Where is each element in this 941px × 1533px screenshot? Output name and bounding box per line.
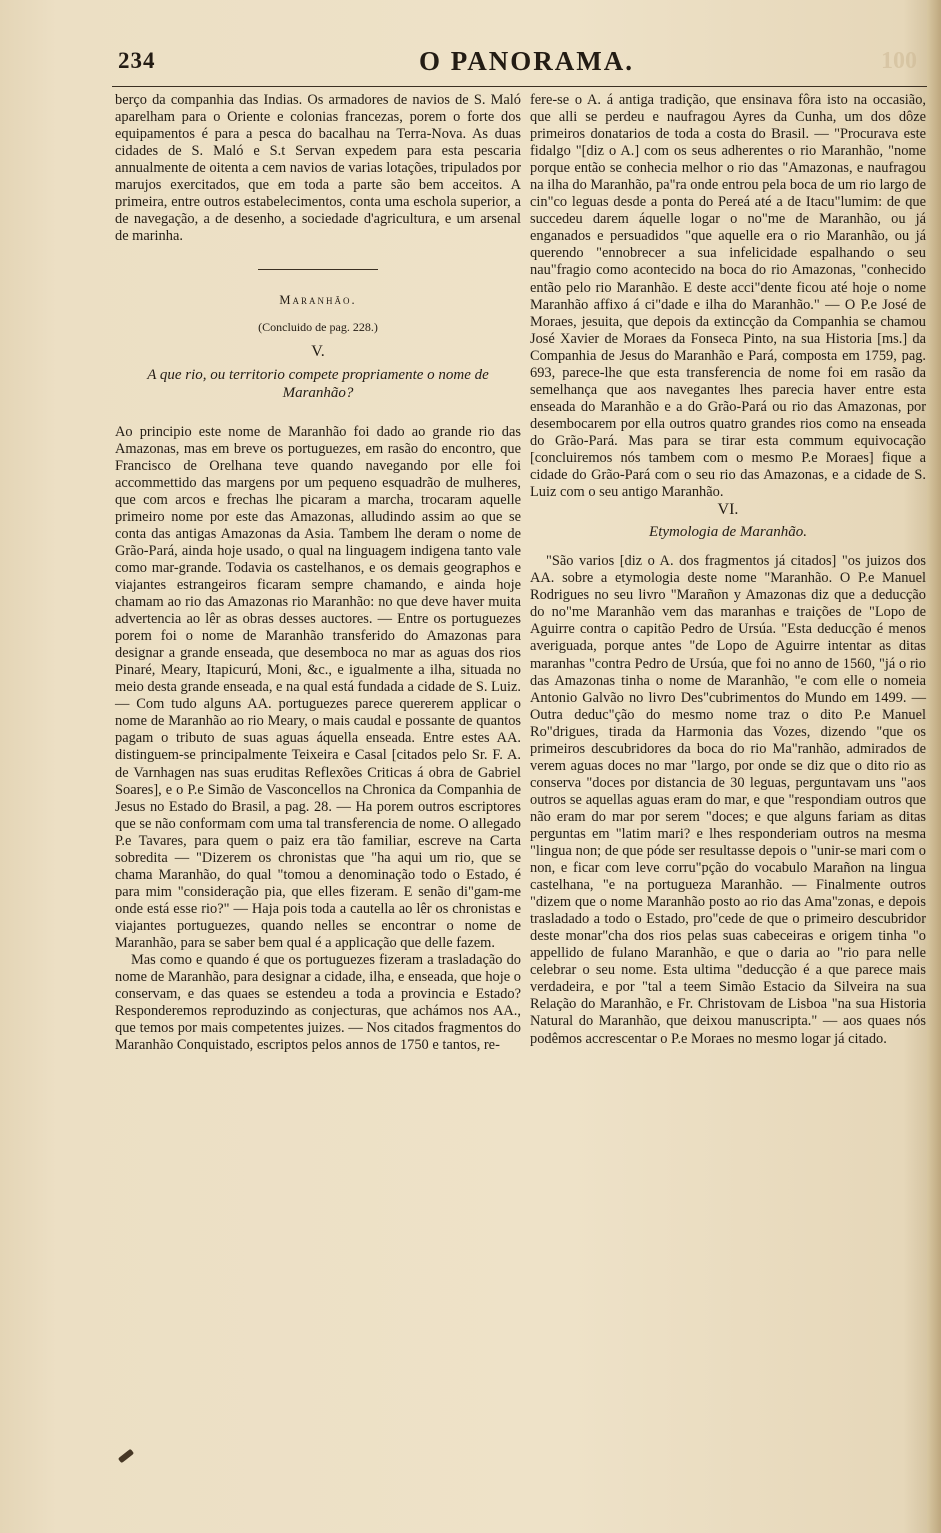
ink-mark — [118, 1449, 134, 1464]
chapter-question: A que rio, ou territorio compete propriamente o nome de Maranhão? — [147, 366, 489, 401]
chapter-numeral-vi: VI. — [717, 501, 739, 519]
chapter-heading-etymology: Etymologia de Maranhão. — [649, 524, 807, 541]
section-separator — [258, 269, 378, 270]
journal-title-wrap — [0, 46, 941, 77]
body-paragraph-1: Ao principio este nome de Maranhão foi dado ao grande rio das Amazonas, mas em breve os portuguezes, em rasão do encontro, que Francisco de Orelhana teve quando navegando por elle foi accommettido das margens por um pequeno esquadrão de mulheres, que com arcos e frechas lhe picaram a marcha, trocaram aquelle primeiro nome por este das Amazonas, alludindo assim ao que se conta das antigas Amazonas da Asia. Tambem lhe deram o nome de Grão-Pará, ainda hoje usado, o qual na linguagem indigena tanto vale como mar-grande. Todavia os castelhanos, e os demais geographos e viajantes estrangeiros ficaram sempre chamando, e ainda hoje chamam ao rio das Amazonas rio Maranhão: no que deve haver muita advertencia ao lêr as obras desses auctores. — Entre os portuguezes porem foi o nome de Maranhão transferido do Amazonas para designar a grande enseada, que desemboca no mar as aguas dos rios Pinaré, Meary, Itapicurú, Moni, &c., e igualmente a ilha, situada no meio desta grande enseada, e na qual está fundada a cidade de S. Luiz. — Com tudo alguns AA. portuguezes parece quererem applicar o nome de Maranhão ao rio Meary, o mais caudal e possante de quantos pagam o tributo de suas aguas áquella enseada. Entre estes AA. distinguem-se principalmente Teixeira e Casal [citados pelo Sr. F. A. de Varnhagen nas suas eruditas Reflexões Criticas á obra de Gabriel Soares], e o P.e Simão de Vasconcellos na Chronica da Companhia de Jesus no Estado do Brasil, a pag. 28. — Ha porem outros escriptores que se não conformam com uma tal transferencia de nome. O allegado P.e Tavares, para quem o paiz era tão familiar, escreve na Carta sobredita — "Dizerem os chronistas que "ha aqui um rio, que se chama Maranhão, do qual "tomou a denominação todo o Estado, é para mim "consideração pia, que elles fizeram. E senão di"gam-me onde está esse rio?" — Haja pois toda a cautella ao lêr os chronistas e viajantes portuguezes, quando nelles se encontrar o nome de Maranhão, para se saber bem qual é a applicação que delle fazem. — [115, 423, 521, 951]
section-note: (Concluido de pag. 228.) — [258, 320, 378, 335]
chapter-numeral-v: V. — [311, 342, 325, 360]
page-header — [0, 40, 941, 90]
bleed-through-number: 100 — [881, 48, 917, 74]
journal-title: O PANORAMA. — [419, 46, 634, 76]
body-paragraph-2: Mas como e quando é que os portuguezes fizeram a trasladação do nome de Maranhão, para designar a cidade, ilha, e enseada, que hoje o conservam, e das quaes se estendeu a toda a provincia e Estado? Responderemos reproduzindo as conjecturas, que achámos nos AA., que temos por mais competentes juizes. — Nos citados fragmentos do Maranhão Conquistado, escriptos pelos annos de 1750 e tantos, re- — [115, 952, 521, 1054]
right-paragraph-1: fere-se o A. á antiga tradição, que ensinava fôra isto na occasião, que alli se perdeu e naufragou Ayres da Cunha, um dos dôze primeiros donatarios de toda a costa do Brasil. — "Procurava este fidalgo "[diz o A.] com os seus adherentes o rio Maranhão, "nome porque então se conhecia melhor o rio das "Amazonas, e naufragou na ilha do Maranhão, pa"ra onde entrou pela boca de um rio largo de cin"co leguas desde a ponta do Pereá até a de Itacu"lumim: de que succedeu darem áquelle logar o no"me de Maranhão, ou já enganados e persuadidos "que aquelle era o rio Maranhão, ou já querendo "ennobrecer a sua infelicidade espalhando o seu nau"fragio como acontecido na boca do rio Amazonas, "conhecido então pelo rio Maranhão. E deste acci"dente ficou até hoje o nome Maranhão affixo á ci"dade e ilha do Maranhão." — O P.e José de Moraes, jesuita, que depois da extincção da Companhia se chamou José Xavier de Moraes da Fonseca Pinto, na sua Historia [ms.] da Companhia de Jesus do Maranhão e Pará, composta em 1759, pag. 693, parece-lhe que esta transferencia de nome foi em rasão da semelhança que aos navegantes lhes parecia haver entre esta enseada do Maranhão e a do Grão-Pará ou rio das Amazonas, por desembocarem por ella outros quatro grandes rios como na enseada do Grão-Pará. Mas para se tirar esta commum equivocação [concluiremos nós tambem com o mesmo P.e Moraes] fique a cidade do Grão-Pará com o seu rio das Amazonas, e a cidade de S. Luiz com o seu antigo Maranhão. — [530, 92, 926, 501]
page-edge — [927, 0, 941, 1533]
right-paragraph-2: "São varios [diz o A. dos fragmentos já citados] "os juizos dos AA. sobre a etymologia deste nome "Maranhão. O P.e Manuel Rodrigues no seu livro "Marañon y Amazonas diz que a deducção do no"me Maranhão vem das maranhas e traições de "Lopo de Aguirre contra o capitão Pedro de Ursúa. "Esta deducção é menos averiguada, porque antes "de Lopo de Aguirre intentar as ditas maranhas "contra Pedro de Ursúa, que foi no anno de 1560, "já o rio das Amazonas tinha o nome de Maranhão, "e com elle o nomeia Antonio Galvão no livro Des"cubrimentos do Mundo em 1499. — Outra deduc"ção do mesmo nome traz o dito P.e Manuel Ro"drigues, tirada da Harmonia das Vozes, dizendo "que os primeiros descubridores da boca do rio Ma"ranhão, admirados de verem aguas doces no mar "largo, por onde se diz que o dito rio as conserva "doces por distancia de 30 leguas, perguntavam uns "aos outros se aquellas aguas eram do mar, e que "respondiam outros que não eram do mar por serem "doces; e que alguns fariam as ditas perguntas em "latim mari? e lhes responderiam outros na mesma "lingua non; de que póde ser resultasse depois o "unir-se mari com o non, e ficar com leve corru"pção do vocabulo Marañon na lingua castelhana, "e na portugueza Maranhão. — Finalmente outros "dizem que o nome Maranhão posto ao rio das Ama"zonas, e depois trasladado a todo o Estado, pro"cede de que o primeiro descubridor deste monar"cha dos rios pelas suas cabeceiras e origem tinha "o appellido de fulano Maranhão, e que o daria ao "rio para nelle celebrar o seu nome. Esta ultima "deducção é a que parece mais verdadeira, e por "tal a teem Simão Estacio da Silveira na sua Relação do Maranhão, e Fr. Christovam de Lisboa "na sua Historia Natural do Maranhão, que deixou manuscripta." — aos quaes nós podêmos accrescentar o P.e Moraes no mesmo logar já citado. — [530, 553, 926, 1047]
right-column — [530, 92, 926, 1048]
header-rule — [112, 86, 927, 87]
left-column — [115, 92, 521, 1054]
page-number: 234 — [118, 48, 156, 73]
intro-paragraph: berço da companhia das Indias. Os armadores de navios de S. Maló aparelham para o Oriente e colonias francezas, porem o forte dos equipamentos é para a pesca do bacalhau na Terra-Nova. As duas cidades de S. Maló e S.t Servan expedem para esta pescaria annualmente de oitenta a cem navios de varias lotações, tripulados por marujos exercitados, que em toda a parte são bem acceitos. A primeira, entre outros estabelecimentos, conta uma eschola superior, a de navegação, a de desenho, a sociedade d'agricultura, e um arsenal de marinha. — [115, 92, 521, 245]
section-title: Maranhão. — [279, 293, 357, 308]
